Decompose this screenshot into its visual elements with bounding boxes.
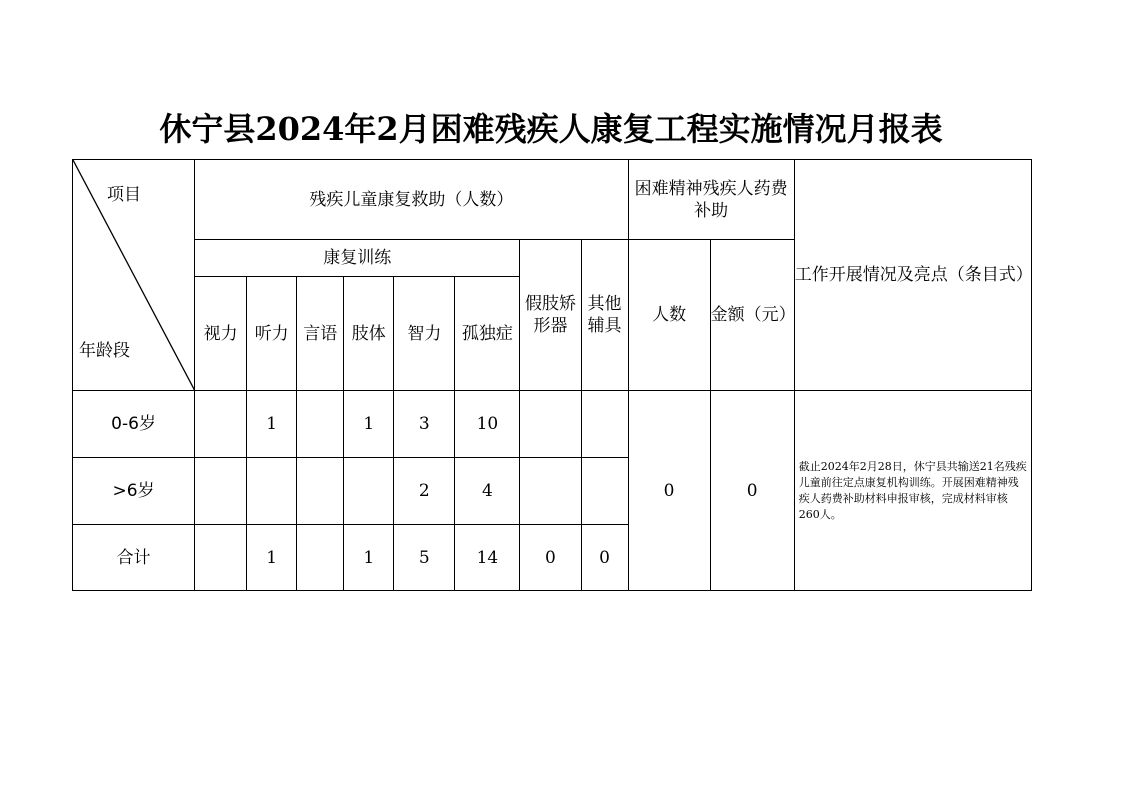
- data-cell: 10: [455, 391, 520, 458]
- prosthetics-header: 假肢矫形器: [520, 240, 581, 391]
- mental-people-cell: 0: [628, 391, 710, 591]
- age-cell: >6岁: [73, 458, 195, 525]
- col-autism: 孤独症: [455, 277, 520, 391]
- col-limb: 肢体: [344, 277, 394, 391]
- child-rehab-header: 残疾儿童康复救助（人数）: [195, 160, 628, 240]
- page-title: 休宁县2024年2月困难残疾人康复工程实施情况月报表: [159, 110, 943, 148]
- data-cell: [520, 458, 581, 525]
- rehab-training-header: 康复训练: [195, 240, 520, 277]
- age-group-label: 年龄段: [79, 341, 130, 361]
- data-cell: 1: [247, 525, 297, 591]
- item-label: 项目: [107, 185, 141, 205]
- col-hearing: 听力: [247, 277, 297, 391]
- data-cell: [581, 458, 628, 525]
- work-summary-note: 截止2024年2月28日，休宁县共输送21名残疾儿童前往定点康复机构训练。开展困难精神残疾人药费补助材料申报审核，完成材料审核260人。: [794, 391, 1031, 591]
- data-cell: 1: [247, 391, 297, 458]
- data-cell: [195, 458, 247, 525]
- report-table: [72, 159, 1032, 591]
- data-cell: [195, 525, 247, 591]
- data-cell: [297, 458, 344, 525]
- mental-amount-cell: 0: [710, 391, 794, 591]
- people-count-header: 人数: [628, 240, 710, 391]
- data-cell: [297, 525, 344, 591]
- data-cell: 14: [455, 525, 520, 591]
- age-cell: 合计: [73, 525, 195, 591]
- data-cell: [247, 458, 297, 525]
- data-cell: 0: [520, 525, 581, 591]
- data-cell: 1: [344, 525, 394, 591]
- data-cell: [520, 391, 581, 458]
- data-cell: 1: [344, 391, 394, 458]
- data-cell: [344, 458, 394, 525]
- other-aids-header: 其他辅具: [581, 240, 628, 391]
- amount-header: 金额（元）: [710, 240, 794, 391]
- data-cell: 5: [394, 525, 455, 591]
- mental-subsidy-header: 困难精神残疾人药费补助: [628, 160, 794, 240]
- data-cell: 2: [394, 458, 455, 525]
- work-summary-header: 工作开展情况及亮点（条目式）: [794, 160, 1031, 391]
- col-speech: 言语: [297, 277, 344, 391]
- table-row: [73, 391, 1032, 458]
- data-cell: [581, 391, 628, 458]
- data-cell: [195, 391, 247, 458]
- diagonal-header-cell: [73, 160, 195, 391]
- col-vision: 视力: [195, 277, 247, 391]
- data-cell: 3: [394, 391, 455, 458]
- data-cell: 0: [581, 525, 628, 591]
- col-intellect: 智力: [394, 277, 455, 391]
- age-cell: 0-6岁: [73, 391, 195, 458]
- data-cell: 4: [455, 458, 520, 525]
- data-cell: [297, 391, 344, 458]
